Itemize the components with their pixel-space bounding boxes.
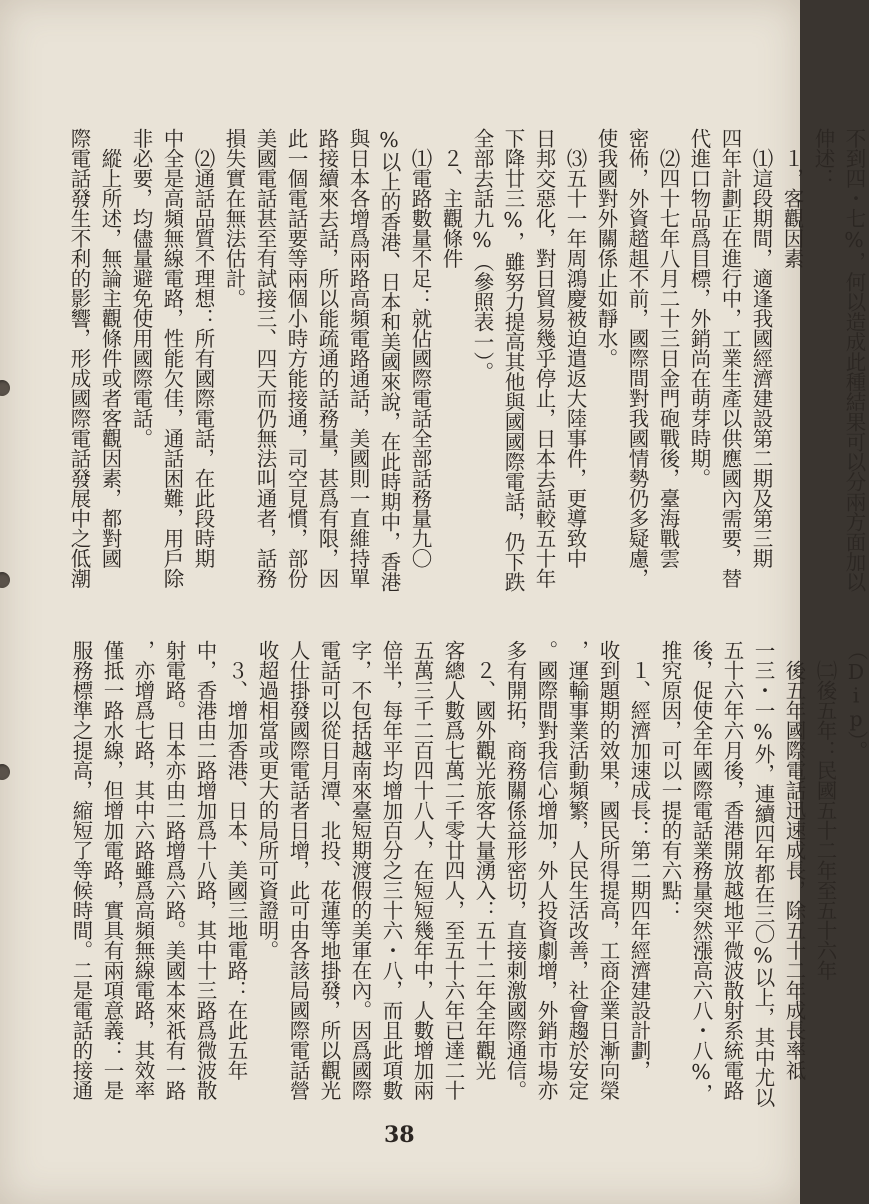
text-column: 服務標準之提高，縮短了等候時間。二是電話的接通 [69,640,93,1100]
text-column: 中，香港由二路增加爲十八路，其中十三路爲微波散 [193,640,217,1100]
text-column: 後五年國際電話迅速成長，除五十二年成長率祗 [782,640,806,1080]
text-column: ㈡後五年：民國五十二年至五十六年 [813,640,837,980]
binder-hole [0,380,10,396]
text-column: ２、國外觀光旅客大量湧入：五十二年全年觀光 [472,640,496,1080]
text-column: ⑵四十七年八月二十三日金門砲戰後，臺海戰雲 [656,128,680,568]
text-column: 僅抵一路水線，但增加電路，實具有兩項意義：一是 [100,640,124,1100]
text-column: １，客觀因素 [780,128,804,268]
text-column: 際電話發生不利的影響，形成國際電話發展中之低潮 [67,128,91,588]
text-column: 下降廿三%，雖努力提高其他與國國際電話，仍下跌 [501,128,525,592]
text-column: 推究原因，可以一提的有六點： [658,640,682,920]
text-column: 非必要，均儘量避免使用國際電話。 [129,128,153,448]
text-column: ，亦增爲七路，其中六路雖爲高頻無線電路，其效率 [131,640,155,1100]
text-column: 多有開拓，商務關係益形密切，直接刺激國際通信。 [503,640,527,1100]
text-column: （Dip）。 [844,640,868,761]
text-column: 代進口物品爲目標，外銷尚在萌芽時期。 [687,128,711,488]
text-column: 與日本各增爲兩路高頻電路通話，美國則一直維持單 [346,128,370,588]
text-column: 此一個電話要等兩個小時方能接通，司空見慣，部份 [284,128,308,588]
text-column: 日邦交惡化，對日貿易幾乎停止，日本去話較五十年 [532,128,556,588]
text-column: 人仕掛發國際電話者日增，此可由各該局國際電話營 [286,640,310,1100]
text-column: ⑵通話品質不理想：所有國際電話，在此段時期 [191,128,215,568]
text-column: ３、增加香港、日本、美國三地電路：在此五年 [224,640,248,1080]
binder-hole [0,764,10,780]
text-column: 字，不包括越南來臺短期渡假的美軍在內。因爲國際 [348,640,372,1100]
text-column: １、經濟加速成長：第二期四年經濟建設計劃， [627,640,651,1080]
binder-hole [0,572,10,588]
text-column: 後，促使全年國際電話業務量突然漲高六八・八%， [689,640,713,1104]
text-column: ２、主觀條件 [439,128,463,268]
text-column: 美國電話甚至有試接三、四天而仍無法叫通者，話務 [253,128,277,588]
text-column: 收到題期的效果，國民所得提高，工商企業日漸向榮 [596,640,620,1100]
text-column: ⑴這段期間，適逢我國經濟建設第二期及第三期 [749,128,773,568]
text-column: 路接續來去話，所以能疏通的話務量，甚爲有限，因 [315,128,339,588]
text-column: 伸述： [811,128,835,188]
text-column: ，運輸事業活動頻繁，人民生活改善，社會趨於安定 [565,640,589,1100]
page-number: 38 [384,1122,415,1148]
top-text-section [66,128,867,608]
text-column: 全部去話九%（參照表一）。 [470,128,494,382]
text-column: 損失實在無法估計。 [222,128,246,308]
text-column: 倍半，每年平均增加百分之三十六・八，而且此項數 [379,640,403,1100]
text-column: ⑶五十一年周鴻慶被迫遣返大陸事件，更導致中 [563,128,587,568]
text-column: 使我國對外關係止如靜水。 [594,128,618,368]
text-column: 縱上所述，無論主觀條件或者客觀因素，都對國 [98,128,122,568]
text-column: 中全是高頻無線電路，性能欠佳，通話困難，用戶除 [160,128,184,588]
text-column: 收超過相當或更大的局所可資證明。 [255,640,279,960]
text-column: 五萬三千二百四十八人，在短短幾年中，人數增加兩 [410,640,434,1100]
text-column: 。國際間對我信心增加，外人投資劇增，外銷市場亦 [534,640,558,1100]
text-column: %以上的香港、日本和美國來說，在此時期中，香港 [377,128,401,592]
bottom-text-section [68,640,869,1110]
text-column: 四年計劃正在進行中，工業生產以供應國內需要，替 [718,128,742,588]
text-column: 電話可以從日月潭、北投、花蓮等地掛發，所以觀光 [317,640,341,1100]
text-column: 一三・一%外，連續四年都在三〇%以上，其中尤以 [751,640,775,1107]
text-column: 客總人數爲七萬二千零廿四人，至五十六年已達二十 [441,640,465,1100]
text-column: 射電路。日本亦由二路增爲六路。美國本來祇有一路 [162,640,186,1100]
text-column: ⑴電路數量不足：就佔國際電話全部話務量九〇 [408,128,432,568]
text-column: 不到四・七%，何以造成此種結果可以分兩方面加以 [842,128,866,592]
text-column: 五十六年六月後，香港開放越地平微波散射系統電路 [720,640,744,1100]
text-column: 密佈，外資趦趄不前，國際間對我國情勢仍多疑慮， [625,128,649,588]
